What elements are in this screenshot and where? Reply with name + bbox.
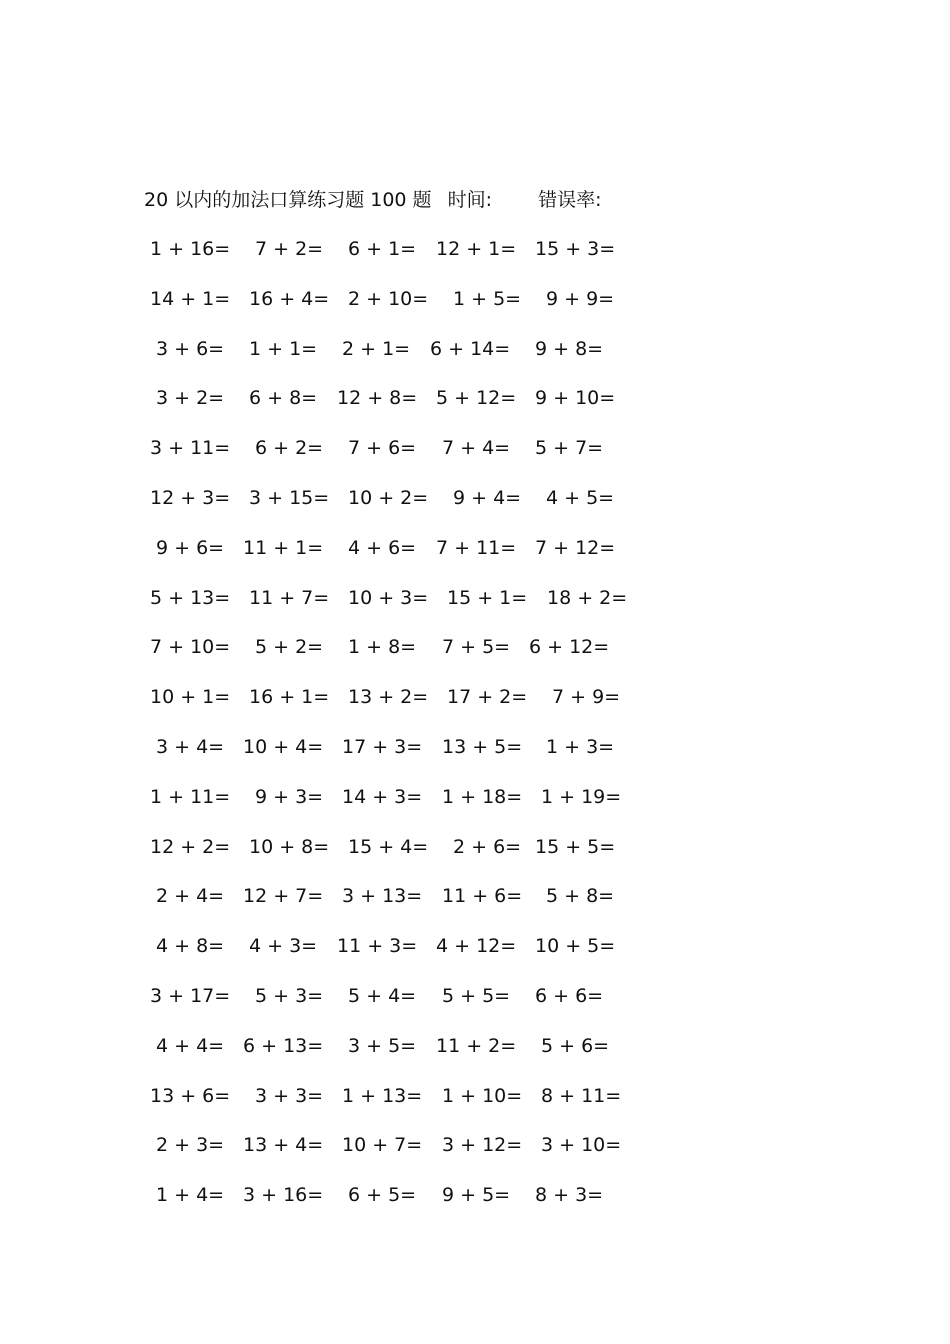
addition-problem: 8 + 3= <box>535 1184 604 1207</box>
addition-problem: 6 + 2= <box>255 437 324 460</box>
problem-row <box>0 983 950 1011</box>
addition-problem: 13 + 6= <box>150 1084 231 1107</box>
addition-problem: 6 + 1= <box>348 238 417 260</box>
addition-problem: 10 + 3= <box>348 586 429 609</box>
addition-problem: 10 + 8= <box>249 835 330 858</box>
addition-problem: 4 + 4= <box>156 1034 225 1057</box>
problem-row <box>0 385 950 413</box>
addition-problem: 4 + 12= <box>436 935 517 958</box>
addition-problem: 1 + 8= <box>348 636 417 659</box>
addition-problem: 3 + 4= <box>156 736 225 758</box>
addition-problem: 1 + 1= <box>249 337 318 360</box>
addition-problem: 14 + 3= <box>342 785 423 808</box>
addition-problem: 7 + 5= <box>442 636 511 659</box>
addition-problem: 4 + 6= <box>348 536 417 559</box>
problem-row <box>0 236 950 264</box>
problem-row <box>0 1182 950 1210</box>
addition-problem: 3 + 16= <box>243 1184 324 1207</box>
addition-problem: 7 + 9= <box>552 686 621 709</box>
addition-problem: 6 + 14= <box>430 337 511 360</box>
addition-problem: 3 + 5= <box>348 1034 417 1057</box>
problem-row <box>0 1083 950 1111</box>
addition-problem: 12 + 1= <box>436 238 517 260</box>
addition-problem: 6 + 6= <box>535 985 604 1007</box>
addition-problem: 11 + 2= <box>436 1034 517 1057</box>
addition-problem: 3 + 3= <box>255 1084 324 1107</box>
addition-problem: 3 + 17= <box>150 985 231 1007</box>
addition-problem: 14 + 1= <box>150 287 231 310</box>
addition-problem: 6 + 5= <box>348 1184 417 1207</box>
addition-problem: 10 + 1= <box>150 686 231 709</box>
addition-problem: 16 + 1= <box>249 686 330 709</box>
problem-row <box>0 286 950 314</box>
addition-problem: 11 + 3= <box>337 935 418 958</box>
addition-problem: 13 + 2= <box>348 686 429 709</box>
addition-problem: 12 + 3= <box>150 487 231 509</box>
addition-problem: 3 + 15= <box>249 487 330 509</box>
addition-problem: 5 + 5= <box>442 985 511 1007</box>
addition-problem: 11 + 1= <box>243 536 324 559</box>
addition-problem: 10 + 5= <box>535 935 616 958</box>
addition-problem: 2 + 6= <box>453 835 522 858</box>
addition-problem: 2 + 10= <box>348 287 429 310</box>
addition-problem: 4 + 5= <box>546 487 615 509</box>
addition-problem: 13 + 5= <box>442 736 523 758</box>
problem-row <box>0 1033 950 1061</box>
addition-problem: 16 + 4= <box>249 287 330 310</box>
problem-row <box>0 933 950 961</box>
time-label: 时间: <box>447 189 493 211</box>
addition-problem: 10 + 7= <box>342 1134 423 1157</box>
addition-problem: 1 + 4= <box>156 1184 225 1207</box>
addition-problem: 2 + 4= <box>156 885 225 908</box>
addition-problem: 6 + 8= <box>249 387 318 410</box>
addition-problem: 1 + 3= <box>546 736 615 758</box>
addition-problem: 2 + 3= <box>156 1134 225 1157</box>
addition-problem: 3 + 12= <box>442 1134 523 1157</box>
addition-problem: 7 + 4= <box>442 437 511 460</box>
addition-problem: 5 + 13= <box>150 586 231 609</box>
addition-problem: 8 + 11= <box>541 1084 622 1107</box>
addition-problem: 1 + 18= <box>442 785 523 808</box>
worksheet-header <box>144 187 601 213</box>
addition-problem: 5 + 6= <box>541 1034 610 1057</box>
addition-problem: 1 + 5= <box>453 287 522 310</box>
addition-problem: 7 + 11= <box>436 536 517 559</box>
problem-row <box>0 535 950 563</box>
problem-row <box>0 883 950 911</box>
addition-problem: 9 + 10= <box>535 387 616 410</box>
addition-problem: 1 + 13= <box>342 1084 423 1107</box>
addition-problem: 9 + 5= <box>442 1184 511 1207</box>
problem-row <box>0 684 950 712</box>
addition-problem: 18 + 2= <box>547 586 628 609</box>
addition-problem: 3 + 11= <box>150 437 231 460</box>
addition-problem: 11 + 6= <box>442 885 523 908</box>
addition-problem: 5 + 2= <box>255 636 324 659</box>
problem-row <box>0 734 950 762</box>
addition-problem: 11 + 7= <box>249 586 330 609</box>
worksheet-title: 20 以内的加法口算练习题 100 题 <box>144 189 432 211</box>
addition-problem: 10 + 2= <box>348 487 429 509</box>
problem-grid <box>0 236 950 1236</box>
addition-problem: 5 + 8= <box>546 885 615 908</box>
problem-row <box>0 435 950 463</box>
problem-row <box>0 1132 950 1160</box>
problem-row <box>0 784 950 812</box>
addition-problem: 1 + 10= <box>442 1084 523 1107</box>
addition-problem: 7 + 2= <box>255 238 324 260</box>
addition-problem: 12 + 7= <box>243 885 324 908</box>
problem-row <box>0 585 950 613</box>
addition-problem: 7 + 6= <box>348 437 417 460</box>
addition-problem: 7 + 10= <box>150 636 231 659</box>
addition-problem: 4 + 8= <box>156 935 225 958</box>
addition-problem: 2 + 1= <box>342 337 411 360</box>
addition-problem: 6 + 12= <box>529 636 610 659</box>
problem-row <box>0 634 950 662</box>
problem-row <box>0 485 950 513</box>
addition-problem: 1 + 16= <box>150 238 231 260</box>
addition-problem: 9 + 4= <box>453 487 522 509</box>
addition-problem: 4 + 3= <box>249 935 318 958</box>
addition-problem: 1 + 19= <box>541 785 622 808</box>
problem-row <box>0 336 950 364</box>
addition-problem: 9 + 8= <box>535 337 604 360</box>
addition-problem: 15 + 5= <box>535 835 616 858</box>
addition-problem: 15 + 1= <box>447 586 528 609</box>
addition-problem: 7 + 12= <box>535 536 616 559</box>
addition-problem: 15 + 3= <box>535 238 616 260</box>
addition-problem: 9 + 6= <box>156 536 225 559</box>
addition-problem: 5 + 7= <box>535 437 604 460</box>
addition-problem: 12 + 8= <box>337 387 418 410</box>
addition-problem: 13 + 4= <box>243 1134 324 1157</box>
addition-problem: 17 + 2= <box>447 686 528 709</box>
addition-problem: 3 + 6= <box>156 337 225 360</box>
addition-problem: 15 + 4= <box>348 835 429 858</box>
addition-problem: 12 + 2= <box>150 835 231 858</box>
error-rate-label: 错误率: <box>538 189 602 211</box>
addition-problem: 3 + 13= <box>342 885 423 908</box>
addition-problem: 5 + 4= <box>348 985 417 1007</box>
problem-row <box>0 834 950 862</box>
addition-problem: 5 + 12= <box>436 387 517 410</box>
addition-problem: 3 + 10= <box>541 1134 622 1157</box>
addition-problem: 9 + 3= <box>255 785 324 808</box>
addition-problem: 6 + 13= <box>243 1034 324 1057</box>
addition-problem: 1 + 11= <box>150 785 231 808</box>
addition-problem: 3 + 2= <box>156 387 225 410</box>
addition-problem: 10 + 4= <box>243 736 324 758</box>
addition-problem: 5 + 3= <box>255 985 324 1007</box>
addition-problem: 17 + 3= <box>342 736 423 758</box>
addition-problem: 9 + 9= <box>546 287 615 310</box>
